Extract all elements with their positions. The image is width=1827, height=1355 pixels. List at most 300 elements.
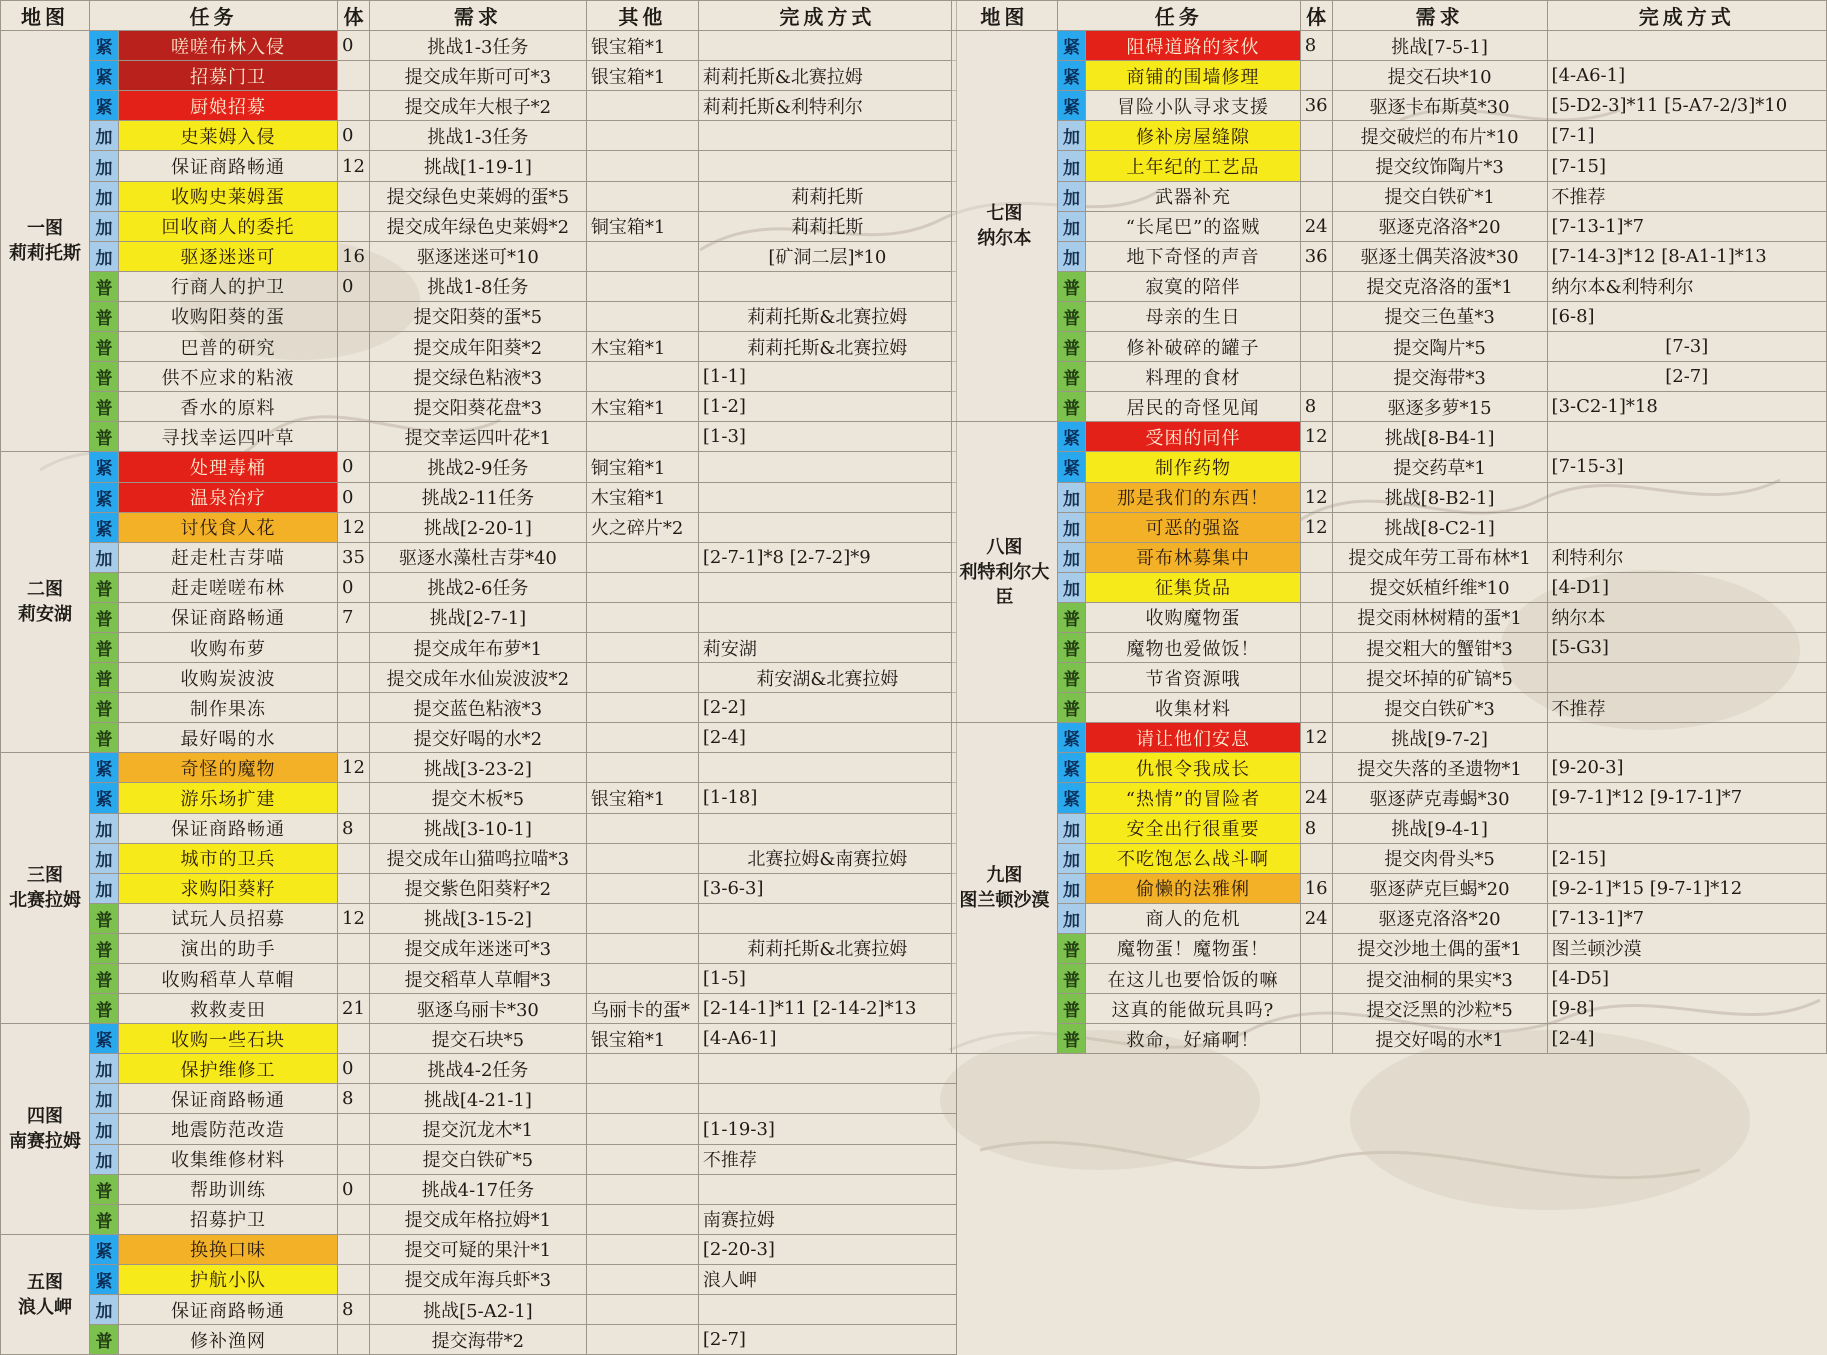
completion-method: [9-2-1]*15 [9-7-1]*12 bbox=[1547, 873, 1826, 903]
requirement: 挑战[8-B4-1] bbox=[1332, 422, 1547, 452]
quest-type-badge: 普 bbox=[90, 1174, 119, 1204]
completion-method: 图兰顿沙漠 bbox=[1547, 933, 1826, 963]
requirement: 挑战[7-5-1] bbox=[1332, 31, 1547, 61]
quest-name: 哥布林募集中 bbox=[1086, 542, 1300, 572]
stamina-cost: 12 bbox=[1300, 422, 1332, 452]
quest-row bbox=[1, 1295, 957, 1325]
completion-method: [2-20-3] bbox=[698, 1234, 956, 1264]
requirement: 提交稻草人草帽*3 bbox=[369, 964, 586, 994]
quest-row bbox=[952, 392, 1827, 422]
stamina-cost: 16 bbox=[338, 241, 370, 271]
reward-other bbox=[586, 873, 698, 903]
quest-name: 收集维修材料 bbox=[119, 1144, 338, 1174]
quest-name: 收购魔物蛋 bbox=[1086, 602, 1300, 632]
quest-name: 奇怪的魔物 bbox=[119, 753, 338, 783]
quest-type-badge: 加 bbox=[90, 813, 119, 843]
requirement: 提交破烂的布片*10 bbox=[1332, 121, 1547, 151]
requirement: 挑战[5-A2-1] bbox=[369, 1295, 586, 1325]
quest-row bbox=[1, 1054, 957, 1084]
quest-type-badge: 普 bbox=[90, 663, 119, 693]
quest-name: 供不应求的粘液 bbox=[119, 362, 338, 392]
quest-row bbox=[952, 181, 1827, 211]
requirement: 提交失落的圣遗物*1 bbox=[1332, 753, 1547, 783]
requirement: 提交好喝的水*1 bbox=[1332, 1024, 1547, 1054]
reward-other bbox=[586, 151, 698, 181]
quest-row bbox=[952, 422, 1827, 452]
completion-method: 莉莉托斯 bbox=[698, 211, 956, 241]
reward-other: 木宝箱*1 bbox=[586, 332, 698, 362]
quest-row bbox=[1, 1024, 957, 1054]
stamina-cost bbox=[338, 1325, 370, 1355]
quest-type-badge: 紧 bbox=[1057, 723, 1086, 753]
header-method: 完成方式 bbox=[1547, 1, 1826, 31]
stamina-cost: 12 bbox=[338, 753, 370, 783]
quest-row bbox=[1, 452, 957, 482]
quest-row bbox=[1, 632, 957, 662]
completion-method bbox=[698, 31, 956, 61]
completion-method: [1-19-3] bbox=[698, 1114, 956, 1144]
quest-name: 阻碍道路的家伙 bbox=[1086, 31, 1300, 61]
quest-name: 城市的卫兵 bbox=[119, 843, 338, 873]
reward-other bbox=[586, 1264, 698, 1294]
reward-other bbox=[586, 542, 698, 572]
completion-method: [矿洞二层]*10 bbox=[698, 241, 956, 271]
requirement: 提交药草*1 bbox=[1332, 452, 1547, 482]
requirement: 提交成年布萝*1 bbox=[369, 632, 586, 662]
requirement: 挑战1-3任务 bbox=[369, 121, 586, 151]
requirement: 提交沙地土偶的蛋*1 bbox=[1332, 933, 1547, 963]
stamina-cost bbox=[1300, 452, 1332, 482]
stamina-cost bbox=[1300, 843, 1332, 873]
requirement: 提交成年格拉姆*1 bbox=[369, 1204, 586, 1234]
reward-other bbox=[586, 903, 698, 933]
completion-method: [7-14-3]*12 [8-A1-1]*13 bbox=[1547, 241, 1826, 271]
reward-other bbox=[586, 964, 698, 994]
quest-name: 料理的食材 bbox=[1086, 362, 1300, 392]
completion-method: 不推荐 bbox=[1547, 693, 1826, 723]
quest-type-badge: 普 bbox=[1057, 602, 1086, 632]
stamina-cost bbox=[338, 1144, 370, 1174]
reward-other bbox=[586, 1204, 698, 1234]
header-task: 任务 bbox=[1057, 1, 1300, 31]
quest-name: 请让他们安息 bbox=[1086, 723, 1300, 753]
completion-method bbox=[1547, 31, 1826, 61]
stamina-cost bbox=[338, 332, 370, 362]
quest-name: 母亲的生日 bbox=[1086, 301, 1300, 331]
header-requirement: 需求 bbox=[1332, 1, 1547, 31]
requirement: 挑战[2-20-1] bbox=[369, 512, 586, 542]
stamina-cost bbox=[1300, 332, 1332, 362]
quest-row bbox=[1, 1084, 957, 1114]
stamina-cost bbox=[338, 392, 370, 422]
quest-row bbox=[1, 241, 957, 271]
map-name: 南赛拉姆 bbox=[9, 1131, 81, 1153]
reward-other bbox=[586, 572, 698, 602]
reward-other: 银宝箱*1 bbox=[586, 61, 698, 91]
header-map: 地图 bbox=[1, 1, 90, 31]
requirement: 提交成年绿色史莱姆*2 bbox=[369, 211, 586, 241]
quest-row bbox=[1, 181, 957, 211]
map-name: 图兰顿沙漠 bbox=[959, 890, 1050, 912]
completion-method: [7-3] bbox=[1547, 332, 1826, 362]
quest-row bbox=[1, 572, 957, 602]
requirement: 挑战2-9任务 bbox=[369, 452, 586, 482]
reward-other: 乌丽卡的蛋* bbox=[586, 994, 698, 1024]
completion-method: [5-G3] bbox=[1547, 632, 1826, 662]
header-stamina: 体 bbox=[1300, 1, 1332, 31]
requirement: 提交绿色史莱姆的蛋*5 bbox=[369, 181, 586, 211]
quest-row bbox=[1, 964, 957, 994]
completion-method bbox=[698, 452, 956, 482]
quest-type-badge: 加 bbox=[90, 241, 119, 271]
quest-type-badge: 加 bbox=[90, 1295, 119, 1325]
requirement: 驱逐萨克毒蝎*30 bbox=[1332, 783, 1547, 813]
map-region-cell bbox=[952, 31, 1058, 422]
stamina-cost: 36 bbox=[1300, 241, 1332, 271]
quest-name: 商铺的围墙修理 bbox=[1086, 61, 1300, 91]
stamina-cost: 0 bbox=[338, 31, 370, 61]
quest-name: 帮助训练 bbox=[119, 1174, 338, 1204]
quest-type-badge: 普 bbox=[1057, 362, 1086, 392]
completion-method: 莉莉托斯&北赛拉姆 bbox=[698, 332, 956, 362]
quest-name: 寂寞的陪伴 bbox=[1086, 271, 1300, 301]
requirement: 挑战1-3任务 bbox=[369, 31, 586, 61]
reward-other bbox=[586, 693, 698, 723]
quest-type-badge: 加 bbox=[1057, 211, 1086, 241]
completion-method: [1-3] bbox=[698, 422, 956, 452]
stamina-cost: 12 bbox=[1300, 512, 1332, 542]
requirement: 提交成年水仙炭波波*2 bbox=[369, 663, 586, 693]
quest-type-badge: 紧 bbox=[1057, 61, 1086, 91]
stamina-cost bbox=[1300, 271, 1332, 301]
quest-row bbox=[952, 151, 1827, 181]
completion-method: [2-7-1]*8 [2-7-2]*9 bbox=[698, 542, 956, 572]
quest-name: 武器补充 bbox=[1086, 181, 1300, 211]
quest-name: 收购布萝 bbox=[119, 632, 338, 662]
quest-name: 赶走杜吉芽喵 bbox=[119, 542, 338, 572]
quest-row bbox=[1, 392, 957, 422]
requirement: 提交陶片*5 bbox=[1332, 332, 1547, 362]
quest-name: 行商人的护卫 bbox=[119, 271, 338, 301]
quest-type-badge: 加 bbox=[1057, 181, 1086, 211]
quest-type-badge: 普 bbox=[90, 964, 119, 994]
stamina-cost bbox=[1300, 964, 1332, 994]
completion-method bbox=[698, 1084, 956, 1114]
map-name: 莉莉托斯 bbox=[9, 243, 81, 265]
quest-row bbox=[952, 1024, 1827, 1054]
quest-type-badge: 紧 bbox=[90, 753, 119, 783]
quest-name: 安全出行很重要 bbox=[1086, 813, 1300, 843]
quest-name: 修补房屋缝隙 bbox=[1086, 121, 1300, 151]
stamina-cost: 16 bbox=[1300, 873, 1332, 903]
quest-type-badge: 紧 bbox=[90, 1264, 119, 1294]
quest-row bbox=[1, 31, 957, 61]
requirement: 驱逐土偶芙洛波*30 bbox=[1332, 241, 1547, 271]
stamina-cost bbox=[1300, 61, 1332, 91]
quest-type-badge: 加 bbox=[90, 1084, 119, 1114]
stamina-cost bbox=[1300, 663, 1332, 693]
quest-row bbox=[1, 151, 957, 181]
quest-type-badge: 加 bbox=[1057, 241, 1086, 271]
stamina-cost bbox=[338, 211, 370, 241]
reward-other bbox=[586, 843, 698, 873]
quest-row bbox=[1, 1174, 957, 1204]
map-region-cell bbox=[1, 753, 90, 1024]
map-region-cell bbox=[1, 31, 90, 452]
quest-row bbox=[952, 843, 1827, 873]
completion-method: 北赛拉姆&南赛拉姆 bbox=[698, 843, 956, 873]
requirement: 提交绿色粘液*3 bbox=[369, 362, 586, 392]
reward-other bbox=[586, 753, 698, 783]
requirement: 挑战[2-7-1] bbox=[369, 602, 586, 632]
requirement: 挑战[3-23-2] bbox=[369, 753, 586, 783]
reward-other bbox=[586, 241, 698, 271]
completion-method: [9-7-1]*12 [9-17-1]*7 bbox=[1547, 783, 1826, 813]
quest-type-badge: 紧 bbox=[90, 1024, 119, 1054]
requirement: 提交白铁矿*3 bbox=[1332, 693, 1547, 723]
stamina-cost: 12 bbox=[338, 903, 370, 933]
quest-type-badge: 紧 bbox=[90, 512, 119, 542]
quest-row bbox=[1, 903, 957, 933]
completion-method: [2-7] bbox=[1547, 362, 1826, 392]
map-name: 莉安湖 bbox=[18, 604, 72, 626]
completion-method bbox=[698, 602, 956, 632]
quest-row bbox=[952, 813, 1827, 843]
quest-name: 保证商路畅通 bbox=[119, 1295, 338, 1325]
stamina-cost: 8 bbox=[1300, 813, 1332, 843]
completion-method bbox=[698, 512, 956, 542]
reward-other bbox=[586, 1114, 698, 1144]
quest-type-badge: 加 bbox=[90, 542, 119, 572]
quest-type-badge: 紧 bbox=[90, 61, 119, 91]
stamina-cost bbox=[1300, 572, 1332, 602]
quest-type-badge: 加 bbox=[1057, 482, 1086, 512]
stamina-cost bbox=[1300, 362, 1332, 392]
requirement: 提交克洛洛的蛋*1 bbox=[1332, 271, 1547, 301]
stamina-cost bbox=[338, 1114, 370, 1144]
quest-type-badge: 加 bbox=[90, 211, 119, 241]
stamina-cost: 24 bbox=[1300, 211, 1332, 241]
quest-type-badge: 紧 bbox=[90, 1234, 119, 1264]
requirement: 提交三色堇*3 bbox=[1332, 301, 1547, 331]
map-number: 九图 bbox=[986, 865, 1023, 887]
quest-name: 游乐场扩建 bbox=[119, 783, 338, 813]
quest-row bbox=[1, 753, 957, 783]
quest-row bbox=[952, 994, 1827, 1024]
quest-type-badge: 普 bbox=[1057, 301, 1086, 331]
requirement: 挑战[1-19-1] bbox=[369, 151, 586, 181]
stamina-cost bbox=[1300, 632, 1332, 662]
stamina-cost bbox=[1300, 121, 1332, 151]
quest-type-badge: 普 bbox=[1057, 933, 1086, 963]
quest-type-badge: 普 bbox=[1057, 994, 1086, 1024]
completion-method bbox=[698, 1054, 956, 1084]
quest-row bbox=[1, 723, 957, 753]
completion-method: 莉莉托斯&北赛拉姆 bbox=[698, 301, 956, 331]
stamina-cost bbox=[338, 693, 370, 723]
completion-method: 浪人岬 bbox=[698, 1264, 956, 1294]
quest-row bbox=[1, 1114, 957, 1144]
stamina-cost: 0 bbox=[338, 121, 370, 151]
quest-row bbox=[1, 512, 957, 542]
quest-type-badge: 普 bbox=[90, 301, 119, 331]
quest-type-badge: 普 bbox=[1057, 1024, 1086, 1054]
requirement: 挑战[8-C2-1] bbox=[1332, 512, 1547, 542]
stamina-cost bbox=[338, 181, 370, 211]
quest-row bbox=[952, 332, 1827, 362]
quest-type-badge: 普 bbox=[1057, 964, 1086, 994]
stamina-cost: 0 bbox=[338, 452, 370, 482]
quest-row bbox=[952, 482, 1827, 512]
quest-name: “长尾巴”的盗贼 bbox=[1086, 211, 1300, 241]
quest-name: 护航小队 bbox=[119, 1264, 338, 1294]
reward-other bbox=[586, 301, 698, 331]
quest-row bbox=[952, 31, 1827, 61]
quest-type-badge: 普 bbox=[90, 602, 119, 632]
quest-type-badge: 紧 bbox=[1057, 753, 1086, 783]
map-number: 二图 bbox=[27, 579, 63, 601]
quest-type-badge: 紧 bbox=[1057, 452, 1086, 482]
quest-type-badge: 普 bbox=[1057, 663, 1086, 693]
quest-row bbox=[1, 271, 957, 301]
reward-other bbox=[586, 422, 698, 452]
quest-name: 在这儿也要恰饭的嘛 bbox=[1086, 964, 1300, 994]
quest-name: 最好喝的水 bbox=[119, 723, 338, 753]
completion-method bbox=[1547, 813, 1826, 843]
quest-name: 寻找幸运四叶草 bbox=[119, 422, 338, 452]
quest-row bbox=[1, 301, 957, 331]
quest-type-badge: 普 bbox=[1057, 632, 1086, 662]
requirement: 提交雨林树精的蛋*1 bbox=[1332, 602, 1547, 632]
reward-other: 铜宝箱*1 bbox=[586, 452, 698, 482]
completion-method: [4-D1] bbox=[1547, 572, 1826, 602]
completion-method: [9-8] bbox=[1547, 994, 1826, 1024]
quest-name: 魔物蛋！魔物蛋！ bbox=[1086, 933, 1300, 963]
quest-type-badge: 加 bbox=[90, 843, 119, 873]
quest-name: 地下奇怪的声音 bbox=[1086, 241, 1300, 271]
quest-name: 收购炭波波 bbox=[119, 663, 338, 693]
stamina-cost: 12 bbox=[338, 151, 370, 181]
quest-name: 讨伐食人花 bbox=[119, 512, 338, 542]
completion-method: [5-D2-3]*11 [5-A7-2/3]*10 bbox=[1547, 91, 1826, 121]
reward-other: 银宝箱*1 bbox=[586, 783, 698, 813]
requirement: 提交海带*3 bbox=[1332, 362, 1547, 392]
quest-type-badge: 加 bbox=[1057, 813, 1086, 843]
quest-name: 制作果冻 bbox=[119, 693, 338, 723]
quest-name: 商人的危机 bbox=[1086, 903, 1300, 933]
requirement: 提交妖植纤维*10 bbox=[1332, 572, 1547, 602]
stamina-cost bbox=[338, 723, 370, 753]
stamina-cost: 8 bbox=[338, 1084, 370, 1114]
quest-row bbox=[952, 512, 1827, 542]
quest-type-badge: 普 bbox=[90, 933, 119, 963]
quest-name: 嗟嗟布林入侵 bbox=[119, 31, 338, 61]
quest-row bbox=[952, 933, 1827, 963]
quest-row bbox=[1, 693, 957, 723]
quest-name: 上年纪的工艺品 bbox=[1086, 151, 1300, 181]
stamina-cost bbox=[338, 933, 370, 963]
completion-method: 莉安湖&北赛拉姆 bbox=[698, 663, 956, 693]
quest-row bbox=[1, 602, 957, 632]
quest-row bbox=[952, 783, 1827, 813]
completion-method: [9-20-3] bbox=[1547, 753, 1826, 783]
quest-name: 冒险小队寻求支援 bbox=[1086, 91, 1300, 121]
completion-method: 南赛拉姆 bbox=[698, 1204, 956, 1234]
quest-name: 驱逐迷迷可 bbox=[119, 241, 338, 271]
quest-name: 演出的助手 bbox=[119, 933, 338, 963]
requirement: 挑战2-11任务 bbox=[369, 482, 586, 512]
reward-other bbox=[586, 1084, 698, 1114]
completion-method bbox=[698, 1295, 956, 1325]
stamina-cost: 24 bbox=[1300, 783, 1332, 813]
stamina-cost bbox=[338, 362, 370, 392]
completion-method: 莉安湖 bbox=[698, 632, 956, 662]
requirement: 提交坏掉的矿镐*5 bbox=[1332, 663, 1547, 693]
header-stamina: 体 bbox=[338, 1, 370, 31]
quest-type-badge: 紧 bbox=[1057, 422, 1086, 452]
completion-method: [6-8] bbox=[1547, 301, 1826, 331]
stamina-cost: 12 bbox=[338, 512, 370, 542]
stamina-cost bbox=[338, 663, 370, 693]
completion-method: 纳尔本 bbox=[1547, 602, 1826, 632]
completion-method bbox=[1547, 482, 1826, 512]
quest-type-badge: 加 bbox=[90, 1144, 119, 1174]
quest-name: 那是我们的东西！ bbox=[1086, 482, 1300, 512]
quest-row bbox=[952, 121, 1827, 151]
quest-name: 可恶的强盗 bbox=[1086, 512, 1300, 542]
completion-method bbox=[1547, 512, 1826, 542]
requirement: 提交白铁矿*5 bbox=[369, 1144, 586, 1174]
completion-method: [4-A6-1] bbox=[1547, 61, 1826, 91]
quest-type-badge: 普 bbox=[90, 1325, 119, 1355]
requirement: 挑战[9-7-2] bbox=[1332, 723, 1547, 753]
quest-name: 收购史莱姆蛋 bbox=[119, 181, 338, 211]
completion-method bbox=[698, 121, 956, 151]
quest-name: 保证商路畅通 bbox=[119, 813, 338, 843]
quest-name: 赶走嗟嗟布林 bbox=[119, 572, 338, 602]
quest-name: 保证商路畅通 bbox=[119, 1084, 338, 1114]
quest-name: 保证商路畅通 bbox=[119, 602, 338, 632]
map-region-cell bbox=[1, 1234, 90, 1354]
stamina-cost bbox=[1300, 542, 1332, 572]
reward-other bbox=[586, 362, 698, 392]
requirement: 提交泛黑的沙粒*5 bbox=[1332, 994, 1547, 1024]
stamina-cost bbox=[338, 1204, 370, 1234]
completion-method: [1-5] bbox=[698, 964, 956, 994]
reward-other bbox=[586, 1144, 698, 1174]
stamina-cost: 12 bbox=[1300, 723, 1332, 753]
stamina-cost bbox=[338, 61, 370, 91]
requirement: 提交成年海兵虾*3 bbox=[369, 1264, 586, 1294]
quest-name: 收集材料 bbox=[1086, 693, 1300, 723]
requirement: 提交成年斯可可*3 bbox=[369, 61, 586, 91]
quest-name: 受困的同伴 bbox=[1086, 422, 1300, 452]
header-task: 任务 bbox=[90, 1, 338, 31]
requirement: 驱逐乌丽卡*30 bbox=[369, 994, 586, 1024]
quest-type-badge: 加 bbox=[1057, 542, 1086, 572]
requirement: 驱逐卡布斯莫*30 bbox=[1332, 91, 1547, 121]
reward-other bbox=[586, 1325, 698, 1355]
quest-type-badge: 普 bbox=[90, 903, 119, 933]
stamina-cost: 21 bbox=[338, 994, 370, 1024]
reward-other: 木宝箱*1 bbox=[586, 392, 698, 422]
requirement: 驱逐萨克巨蝎*20 bbox=[1332, 873, 1547, 903]
reward-other bbox=[586, 1234, 698, 1264]
reward-other: 铜宝箱*1 bbox=[586, 211, 698, 241]
header-other: 其他 bbox=[586, 1, 698, 31]
quest-name: 节省资源哦 bbox=[1086, 663, 1300, 693]
quest-row bbox=[952, 542, 1827, 572]
